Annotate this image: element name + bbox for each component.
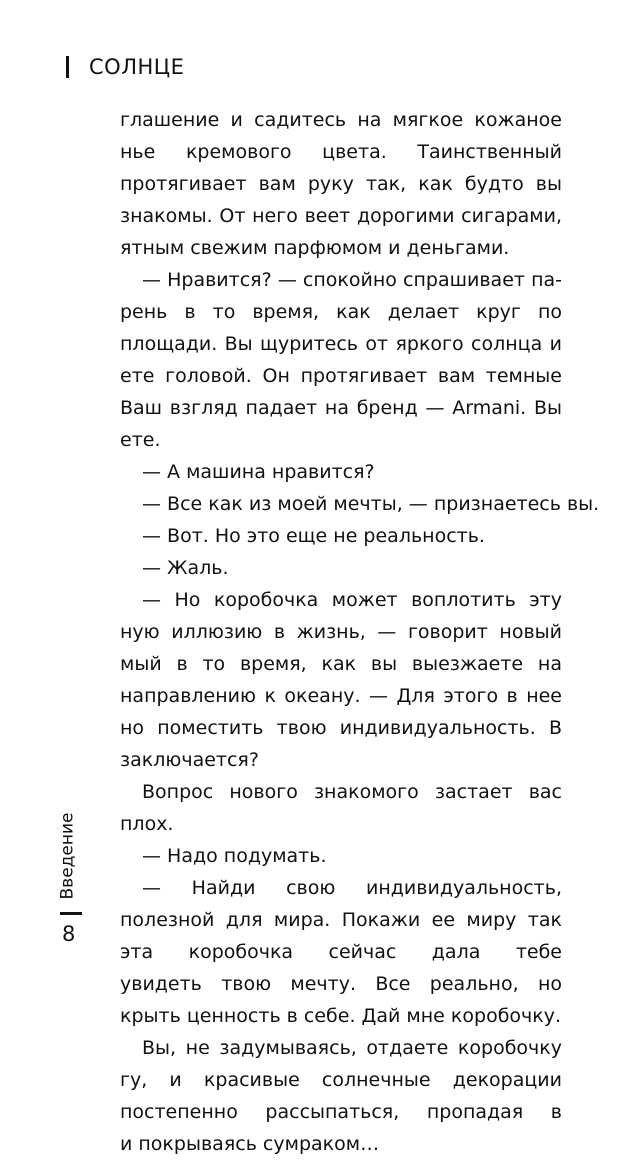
text-line: — Вот. Но это еще не реальность. <box>142 525 485 547</box>
text-line: плох. <box>120 813 174 835</box>
text-line: — Нравится? — спокойно спрашивает па- <box>142 269 562 291</box>
text-line: площади. Вы щуритесь от яркого солнца и <box>120 333 562 355</box>
text-line: заключается? <box>120 749 259 771</box>
section-label <box>53 812 81 900</box>
text-line: Вы, не задумываясь, отдаете коробочку <box>142 1037 562 1059</box>
text-line: знакомы. От него веет дорогими сигарами, <box>120 205 562 227</box>
text-line: Вопрос нового знакомого застает вас <box>142 781 562 803</box>
text-line: и покрываясь сумраком… <box>120 1133 380 1155</box>
text-line: глашение и садитесь на мягкое кожаное <box>120 109 562 131</box>
text-line: гу, и красивые солнечные декорации <box>120 1069 562 1091</box>
text-line: постепенно рассыпаться, пропадая в <box>120 1101 562 1123</box>
text-line: ятным свежим парфюмом и деньгами. <box>120 237 510 259</box>
text-line: — Надо подумать. <box>142 845 327 867</box>
text-line: мый в то время, как вы выезжаете на <box>120 653 562 675</box>
text-line: — Найди свою индивидуальность, <box>142 877 562 899</box>
text-line: направлению к океану. — Для этого в нее <box>120 685 562 707</box>
text-line: нье кремового цвета. Таинственный <box>120 141 562 163</box>
text-line: — Все как из моей мечты, — признаетесь вы. <box>142 493 600 515</box>
page-number-rule <box>60 912 82 915</box>
text-line: крыть ценность в себе. Дай мне коробочку. <box>120 1005 562 1027</box>
text-line: увидеть твою мечту. Все реально, но <box>120 973 562 995</box>
text-line: протягивает вам руку так, как будто вы <box>120 173 562 195</box>
text-line: — А машина нравится? <box>142 461 375 483</box>
section-label-text: Введение <box>57 812 78 900</box>
text-line: но поместить твою индивидуальность. В <box>120 717 562 739</box>
text-line: — Жаль. <box>142 557 229 579</box>
text-line: эта коробочка сейчас дала тебе <box>120 941 562 963</box>
text-line: Ваш взгляд падает на бренд — Armani. Вы <box>120 397 562 419</box>
chapter-title: СОЛНЦЕ <box>89 55 185 79</box>
text-line: — Но коробочка может воплотить эту <box>142 589 562 611</box>
text-line: рень в то время, как делает круг по <box>120 301 562 323</box>
running-head <box>66 52 184 82</box>
body-text <box>120 104 600 1160</box>
text-line: ную иллюзию в жизнь, — говорит новый <box>120 621 562 643</box>
text-line: ете головой. Он протягивает вам темные <box>120 365 562 387</box>
page-number: 8 <box>62 922 76 946</box>
text-line: полезной для мира. Покажи ее миру так <box>120 909 562 931</box>
text-line: ете. <box>120 429 161 451</box>
header-rule <box>66 56 69 78</box>
